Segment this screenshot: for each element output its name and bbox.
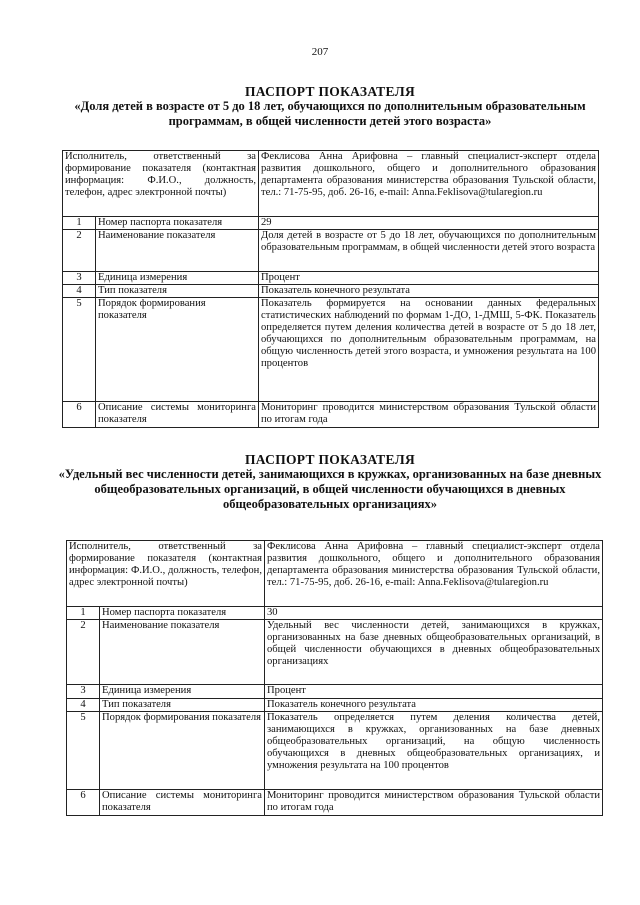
executor-value: Феклисова Анна Арифовна – главный специалист-эксперт отдела развития дошкольного, общего и дополнительного образования департамента образования министерства образования Тульской области, тел.: 71-75-95, доб. 26-16, e-mail: Anna.Feklisova@tularegion.ru <box>259 151 599 217</box>
row-label: Наименование показателя <box>100 620 265 685</box>
row-value: Удельный вес численности детей, занимающихся в кружках, организованных на базе дневных общеобразовательных организаций, в общей численности обучающихся в дневных общеобразовательных организациях <box>265 620 603 685</box>
table-row <box>67 620 603 685</box>
row-number: 3 <box>67 685 100 699</box>
row-label: Тип показателя <box>100 699 265 712</box>
table-row <box>67 607 603 620</box>
row-value: Мониторинг проводится министерством образования Тульской области по итогам года <box>265 790 603 816</box>
executor-value: Феклисова Анна Арифовна – главный специалист-эксперт отдела развития дошкольного, общего и дополнительного образования департамента образования министерства образования Тульской области, тел.: 71-75-95, доб. 26-16, e-mail: Anna.Feklisova@tularegion.ru <box>265 541 603 607</box>
row-number: 4 <box>67 699 100 712</box>
row-number: 2 <box>67 620 100 685</box>
table-row <box>67 685 603 699</box>
row-number: 1 <box>63 217 96 230</box>
row-label: Описание системы мониторинга показателя <box>96 402 259 428</box>
row-value: Процент <box>259 272 599 285</box>
table-row <box>67 699 603 712</box>
passport-2-subtitle: «Удельный вес численности детей, занимающихся в кружках, организованных на базе дневных общеобразовательных организаций, в общей численности обучающихся в дневных общеобразовательных организациях» <box>58 467 602 511</box>
row-number: 5 <box>63 298 96 402</box>
table-row <box>63 151 599 217</box>
passport-1-table <box>62 150 599 428</box>
passport-1-heading: ПАСПОРТ ПОКАЗАТЕЛЯ <box>244 84 416 99</box>
row-number: 4 <box>63 285 96 298</box>
table-row <box>63 217 599 230</box>
passport-2-table <box>66 540 603 816</box>
row-label: Наименование показателя <box>96 230 259 272</box>
row-number: 3 <box>63 272 96 285</box>
row-value: Мониторинг проводится министерством образования Тульской области по итогам года <box>259 402 599 428</box>
row-value: Доля детей в возрасте от 5 до 18 лет, обучающихся по дополнительным образовательным программам, в общей численности детей этого возраста <box>259 230 599 272</box>
row-label: Описание системы мониторинга показателя <box>100 790 265 816</box>
row-label: Единица измерения <box>100 685 265 699</box>
row-number: 6 <box>67 790 100 816</box>
row-value: Показатель конечного результата <box>265 699 603 712</box>
executor-label: Исполнитель, ответственный за формирование показателя (контактная информация: Ф.И.О., должность, телефон, адрес электронной почты) <box>63 151 259 217</box>
passport-1-subtitle: «Доля детей в возрасте от 5 до 18 лет, обучающихся по дополнительным образовательным программам, в общей численности детей этого возраста» <box>74 99 586 128</box>
table-row <box>67 712 603 790</box>
table-row <box>63 285 599 298</box>
row-value: Показатель формируется на основании данных федеральных статистических наблюдений по формам 1-ДО, 1-ДМШ, 5-ФК. Показатель определяется путем деления количества детей в возрасте от 5 до 18 лет, обучающихся по дополнительным образовательным программам, на общую численность детей этого возраста, и умножения результата на 100 процентов <box>259 298 599 402</box>
row-label: Порядок формирования показателя <box>96 298 259 402</box>
table-row <box>63 230 599 272</box>
table-row <box>63 272 599 285</box>
row-value: Процент <box>265 685 603 699</box>
row-number: 2 <box>63 230 96 272</box>
table-row <box>67 541 603 607</box>
passport-2-heading: ПАСПОРТ ПОКАЗАТЕЛЯ <box>244 452 416 467</box>
passport-1-title <box>40 84 620 129</box>
row-value: Показатель определяется путем деления количества детей, занимающихся в кружках, организованных на базе дневных общеобразовательных организаций, на общую численность обучающихся в дневных общеобразовательных организациях, и умножения результата на 100 процентов <box>265 712 603 790</box>
row-value: 30 <box>265 607 603 620</box>
table-row <box>67 790 603 816</box>
row-number: 1 <box>67 607 100 620</box>
row-label: Тип показателя <box>96 285 259 298</box>
row-label: Номер паспорта показателя <box>96 217 259 230</box>
row-label: Номер паспорта показателя <box>100 607 265 620</box>
page-number: 207 <box>311 46 329 58</box>
table-row <box>63 298 599 402</box>
passport-2-title <box>40 452 620 512</box>
row-number: 6 <box>63 402 96 428</box>
row-value: 29 <box>259 217 599 230</box>
table-row <box>63 402 599 428</box>
executor-label: Исполнитель, ответственный за формирование показателя (контактная информация: Ф.И.О., должность, телефон, адрес электронной почты) <box>67 541 265 607</box>
row-label: Порядок формирования показателя <box>100 712 265 790</box>
row-label: Единица измерения <box>96 272 259 285</box>
row-number: 5 <box>67 712 100 790</box>
row-value: Показатель конечного результата <box>259 285 599 298</box>
